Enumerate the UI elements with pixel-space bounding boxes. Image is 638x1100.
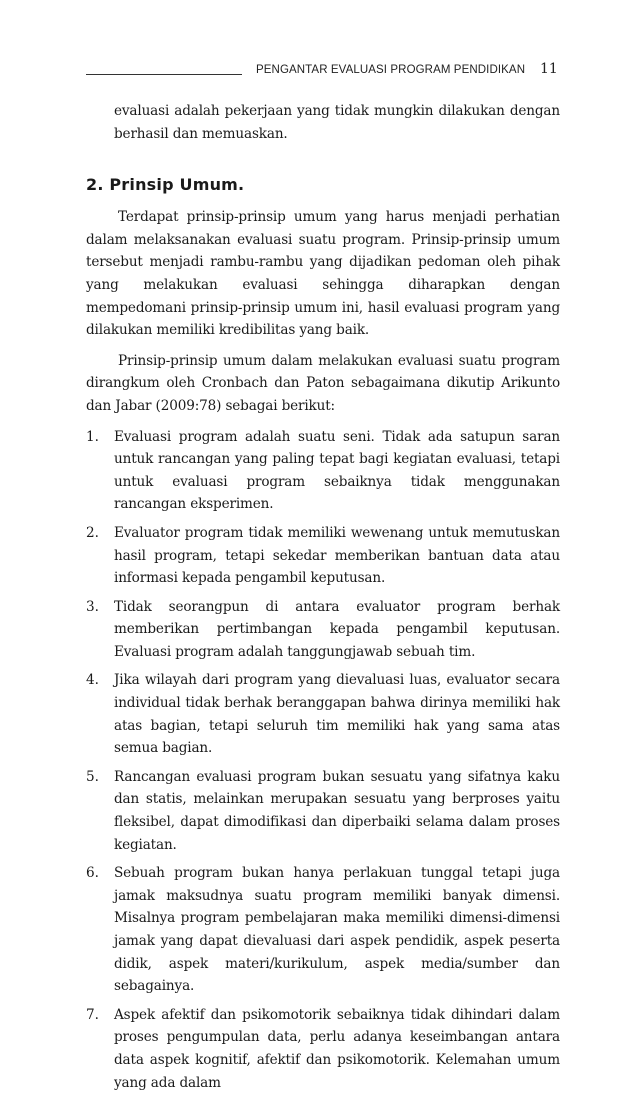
page-number: 11 xyxy=(540,61,558,77)
paragraph-2: Prinsip-prinsip umum dalam melakukan evaluasi suatu program dirangkum oleh Cronbach dan Paton sebagaimana dikutip Arikunto dan Jabar (2009:78) sebagai berikut: xyxy=(86,352,560,414)
list-item xyxy=(86,862,560,998)
list-item xyxy=(86,426,560,516)
list-item xyxy=(86,596,560,664)
list-item-number: 7. xyxy=(86,1006,99,1023)
list-item-text: Aspek afektif dan psikomotorik sebaiknya tidak dihindari dalam proses pengumpulan data, perlu adanya keseimbangan antara data aspek kognitif, afektif dan psikomotorik. Kelemahan umum yang ada dalam xyxy=(114,1006,560,1091)
list-item-text: Jika wilayah dari program yang dievaluasi luas, evaluator secara individual tidak berhak beranggapan bahwa dirinya memiliki hak atas bagian, tetapi seluruh tim memiliki hak yang sama atas semua bagian. xyxy=(114,672,560,757)
list-item-text: Tidak seorangpun di antara evaluator program berhak memberikan pertimbangan kepada pengambil keputusan. Evaluasi program adalah tanggungjawab sebuah tim. xyxy=(114,598,560,660)
continuation-paragraph: evaluasi adalah pekerjaan yang tidak mungkin dilakukan dengan berhasil dan memuaskan. xyxy=(114,103,560,142)
list-item-number: 4. xyxy=(86,672,99,689)
header-rule xyxy=(86,74,242,75)
page-body xyxy=(86,100,560,1100)
list-item-number: 1. xyxy=(86,428,99,445)
running-header xyxy=(0,0,638,90)
list-item-number: 5. xyxy=(86,768,99,785)
list-item xyxy=(86,522,560,590)
list-item-number: 6. xyxy=(86,865,99,882)
paragraph-1: Terdapat prinsip-prinsip umum yang harus menjadi perhatian dalam melaksanakan evaluasi suatu program. Prinsip-prinsip umum tersebut menjadi rambu-rambu yang dijadikan pedoman oleh pihak yang melakukan evaluasi sehingga diharapkan dengan mempedomani prinsip-prinsip umum ini, hasil evaluasi program yang dilakukan memiliki kredibilitas yang baik. xyxy=(86,209,560,339)
list-item xyxy=(86,669,560,759)
list-item-text: Sebuah program bukan hanya perlakuan tunggal tetapi juga jamak maksudnya suatu program memiliki banyak dimensi. Misalnya program pembelajaran maka memiliki dimensi-dimensi jamak yang dapat dievaluasi dari aspek pendidik, aspek peserta didik, aspek materi/kurikulum, aspek media/sumber dan sebagainya. xyxy=(114,865,560,995)
list-item-text: Evaluator program tidak memiliki wewenang untuk memutuskan hasil program, tetapi sekedar memberikan bantuan data atau informasi kepada pengambil keputusan. xyxy=(114,524,560,587)
list-item xyxy=(86,1004,560,1094)
list-item-number: 2. xyxy=(86,524,99,541)
list-item-text: Evaluasi program adalah suatu seni. Tidak ada satupun saran untuk rancangan yang paling tepat bagi kegiatan evaluasi, tetapi untuk evaluasi program sebaiknya tidak menggunakan rancangan eksperimen. xyxy=(114,428,560,513)
section-heading: 2. Prinsip Umum. xyxy=(86,175,245,195)
list-item-text: Rancangan evaluasi program bukan sesuatu yang sifatnya kaku dan statis, melainkan merupakan sesuatu yang berproses yaitu fleksibel, dapat dimodifikasi dan diperbaiki selama dalam proses kegiatan. xyxy=(114,768,560,853)
principles-list xyxy=(86,426,560,1095)
list-item-number: 3. xyxy=(86,598,99,615)
list-item xyxy=(86,766,560,856)
running-title: PENGANTAR EVALUASI PROGRAM PENDIDIKAN xyxy=(256,64,526,76)
